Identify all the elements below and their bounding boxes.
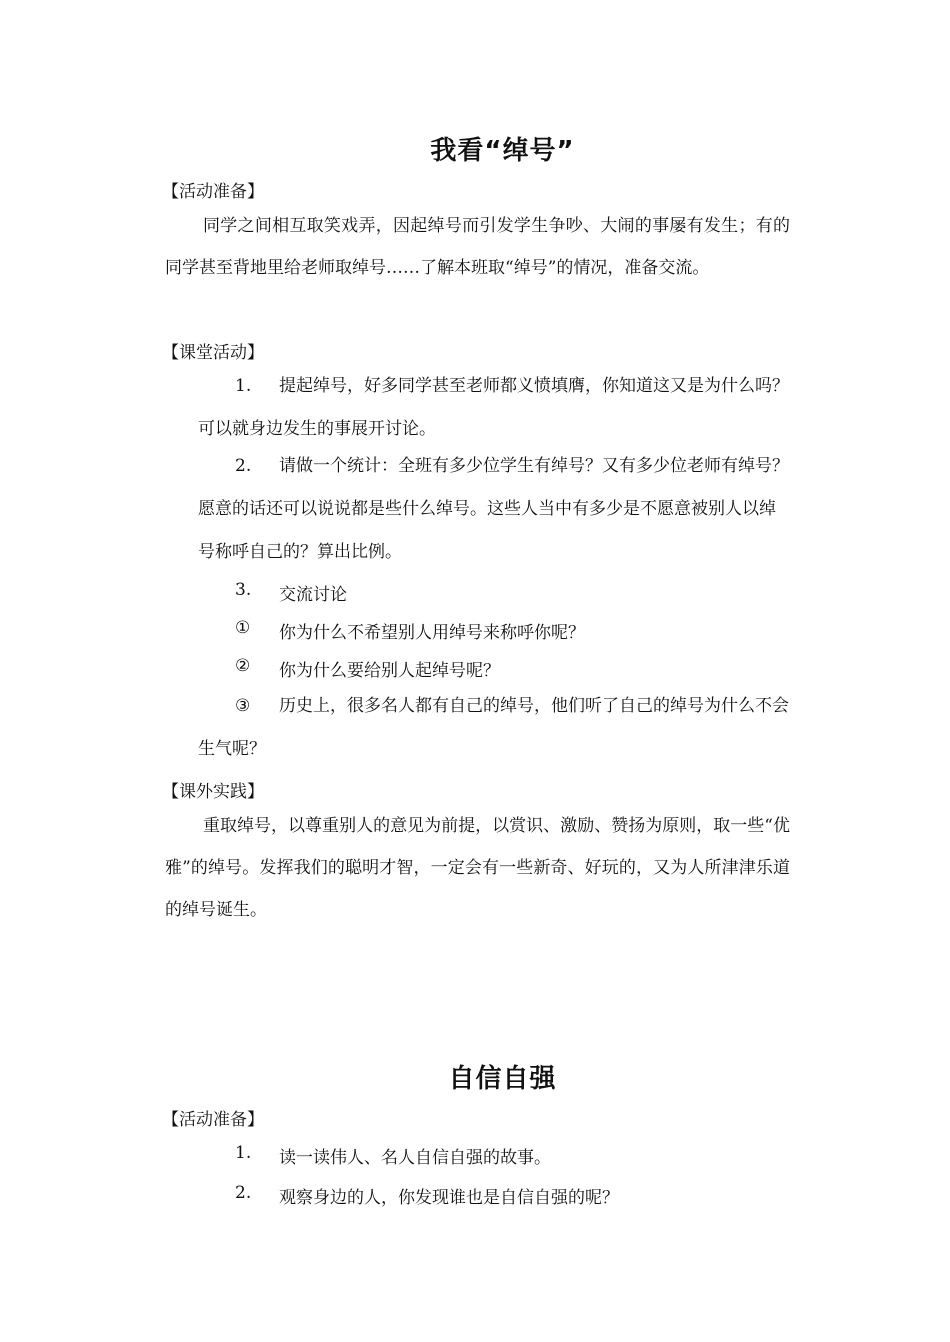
item-marker: ①: [235, 618, 251, 638]
heading-class-activity: 【课堂活动】: [162, 343, 264, 363]
list-item: [198, 445, 790, 574]
prep-paragraph: 同学之间相互取笑戏弄，因起绰号而引发学生争吵、大闹的事屡有发生；有的同学甚至背地里给老师取绰号……了解本班取“绰号”的情况，准备交流。: [165, 216, 790, 278]
item-marker: 3.: [235, 580, 252, 600]
item-text: 你为什么要给别人起绰号呢？: [279, 661, 500, 681]
heading-activity-prep: 【活动准备】: [162, 1110, 264, 1130]
list-item: [198, 365, 790, 451]
heading-outside-practice: 【课外实践】: [162, 782, 264, 802]
section-title: 我看“绰号”: [430, 136, 575, 166]
heading-activity-prep: 【活动准备】: [162, 182, 264, 202]
item-text: 你为什么不希望别人用绰号来称呼你呢？: [279, 623, 585, 643]
item-text: 读一读伟人、名人自信自强的故事。: [279, 1148, 551, 1168]
item-marker: 1.: [235, 1143, 252, 1163]
item-marker: ②: [235, 656, 251, 676]
item-marker: ③: [235, 696, 251, 716]
item-marker: 1.: [235, 376, 252, 396]
item-text: 观察身边的人，你发现谁也是自信自强的呢？: [279, 1188, 619, 1208]
item-text: 提起绰号，好多同学甚至老师都义愤填膺，你知道这又是为什么吗？可以就身边发生的事展开讨论。: [198, 376, 789, 439]
practice-paragraph: 重取绰号，以尊重别人的意见为前提，以赏识、激励、赞扬为原则，取一些“优雅”的绰号。发挥我们的聪明才智，一定会有一些新奇、好玩的，又为人所津津乐道的绰号诞生。: [165, 816, 790, 920]
item-text: 交流讨论: [279, 585, 347, 605]
section-title: 自信自强: [448, 1064, 557, 1094]
item-marker: 2.: [235, 1183, 252, 1203]
item-text: 历史上，很多名人都有自己的绰号，他们听了自己的绰号为什么不会生气呢？: [198, 696, 789, 759]
item-text: 请做一个统计：全班有多少位学生有绰号？又有多少位老师有绰号？愿意的话还可以说说都是些什么绰号。这些人当中有多少是不愿意被别人以绰号称呼自己的？算出比例。: [198, 456, 789, 562]
item-marker: 2.: [235, 456, 252, 476]
list-item: [198, 685, 790, 771]
